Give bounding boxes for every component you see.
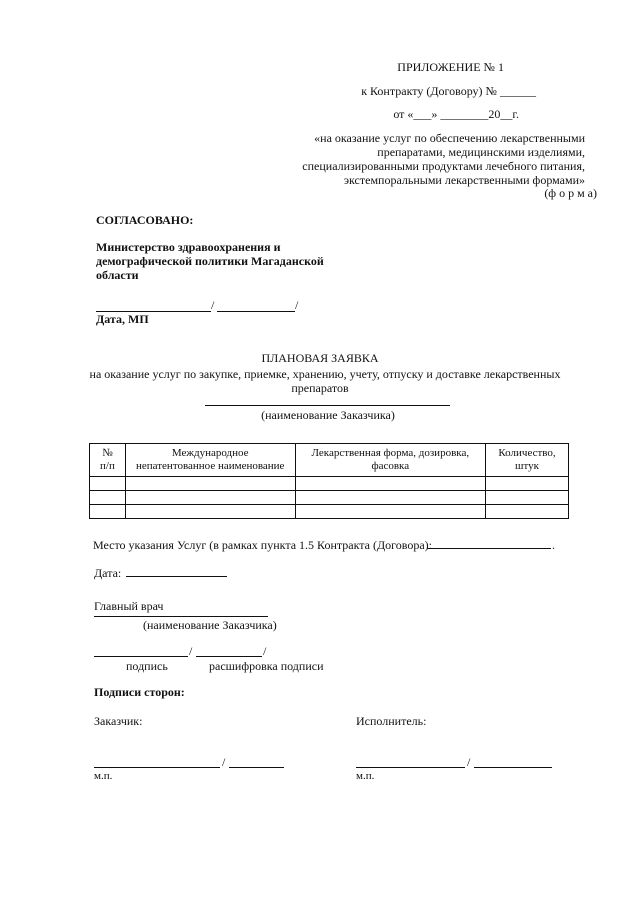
request-table [89, 443, 569, 519]
signature-decode-line[interactable] [196, 656, 262, 657]
header-dosage-form [295, 444, 486, 477]
header-number-line-2: п/п [100, 460, 115, 472]
header-inn-line-2: непатентованное наименование [135, 460, 285, 472]
appendix-title: ПРИЛОЖЕНИЕ № 1 [397, 60, 504, 74]
signature-slash: / [189, 644, 193, 658]
table-cell[interactable] [90, 477, 126, 491]
table-cell[interactable] [295, 491, 486, 505]
customer-name-line[interactable] [229, 767, 284, 768]
place-end: . [552, 538, 555, 552]
customer-signature-slash: / [222, 755, 226, 769]
chief-name-line[interactable] [94, 616, 268, 617]
customer-stamp-label: м.п. [94, 770, 113, 782]
table-header-row [90, 444, 569, 477]
table-row [90, 491, 569, 505]
date-label: Дата: [94, 566, 122, 580]
request-title: ПЛАНОВАЯ ЗАЯВКА [261, 351, 379, 365]
approval-heading: СОГЛАСОВАНО: [96, 213, 194, 227]
header-inn-line-1: Международное [171, 447, 249, 459]
contractor-name-line[interactable] [474, 767, 552, 768]
signature-line[interactable] [94, 656, 188, 657]
customer-name-caption: (наименование Заказчика) [261, 408, 395, 422]
approval-org-line-1: Министерство здравоохранения и [96, 240, 281, 254]
table-cell[interactable] [486, 505, 569, 519]
chief-caption: (наименование Заказчика) [143, 618, 277, 632]
customer-name-line [205, 405, 450, 406]
table-cell[interactable] [125, 491, 295, 505]
table-cell[interactable] [125, 477, 295, 491]
contractor-stamp-label: м.п. [356, 770, 375, 782]
contract-subject-line-3: специализированными продуктами лечебного питания, [302, 159, 585, 173]
header-dosage-line-1: Лекарственная форма, дозировка, [311, 447, 470, 459]
request-subtitle-line-2: препаратов [291, 381, 349, 395]
table-row [90, 477, 569, 491]
table-cell[interactable] [90, 491, 126, 505]
form-label: (ф о р м а) [544, 186, 597, 200]
contract-number-line: к Контракту (Договору) № ______ [361, 84, 536, 98]
header-number-line-1: № [102, 447, 113, 459]
approval-date-label: Дата, МП [96, 312, 149, 326]
place-label: Место указания Услуг (в рамках пункта 1.5 Контракта (Договора): [93, 538, 433, 552]
header-quantity [486, 444, 569, 477]
contract-subject-line-4: экстемпоральными лекарственными формами» [343, 173, 585, 187]
table-cell[interactable] [295, 477, 486, 491]
request-subtitle-line-1: на оказание услуг по закупке, приемке, хранению, учету, отпуску и доставке лекарственных [89, 367, 561, 381]
parties-heading: Подписи сторон: [94, 685, 185, 699]
contractor-signature-slash: / [467, 755, 471, 769]
place-input-line[interactable] [427, 548, 551, 549]
approval-signature-slash: / [211, 298, 215, 312]
approval-name-slash: / [295, 298, 299, 312]
header-quantity-line-1: Количество, [498, 447, 556, 459]
table-row [90, 505, 569, 519]
signature-decode-slash: / [263, 644, 267, 658]
contract-date-line: от «___» ________20__г. [393, 107, 519, 121]
customer-signature-line[interactable] [94, 767, 220, 768]
table-cell[interactable] [90, 505, 126, 519]
header-inn-name [125, 444, 295, 477]
table-cell[interactable] [125, 505, 295, 519]
approval-org-line-3: области [96, 268, 139, 282]
header-quantity-line-2: штук [515, 460, 540, 472]
signature-decode-caption: расшифровка подписи [209, 659, 324, 673]
contract-subject-line-2: препаратами, медицинскими изделиями, [377, 145, 585, 159]
customer-label: Заказчик: [94, 714, 143, 728]
date-input-line[interactable] [126, 576, 227, 577]
header-dosage-line-2: фасовка [371, 460, 410, 472]
contract-subject-line-1: «на оказание услуг по обеспечению лекарственными [314, 131, 585, 145]
contractor-signature-line[interactable] [356, 767, 465, 768]
approval-org-line-2: демографической политики Магаданской [96, 254, 324, 268]
approval-name-line [217, 311, 295, 312]
header-number [90, 444, 126, 477]
contractor-label: Исполнитель: [356, 714, 427, 728]
table-cell[interactable] [486, 477, 569, 491]
table-cell[interactable] [486, 491, 569, 505]
signature-caption: подпись [126, 659, 168, 673]
chief-label: Главный врач [94, 599, 164, 613]
table-cell[interactable] [295, 505, 486, 519]
